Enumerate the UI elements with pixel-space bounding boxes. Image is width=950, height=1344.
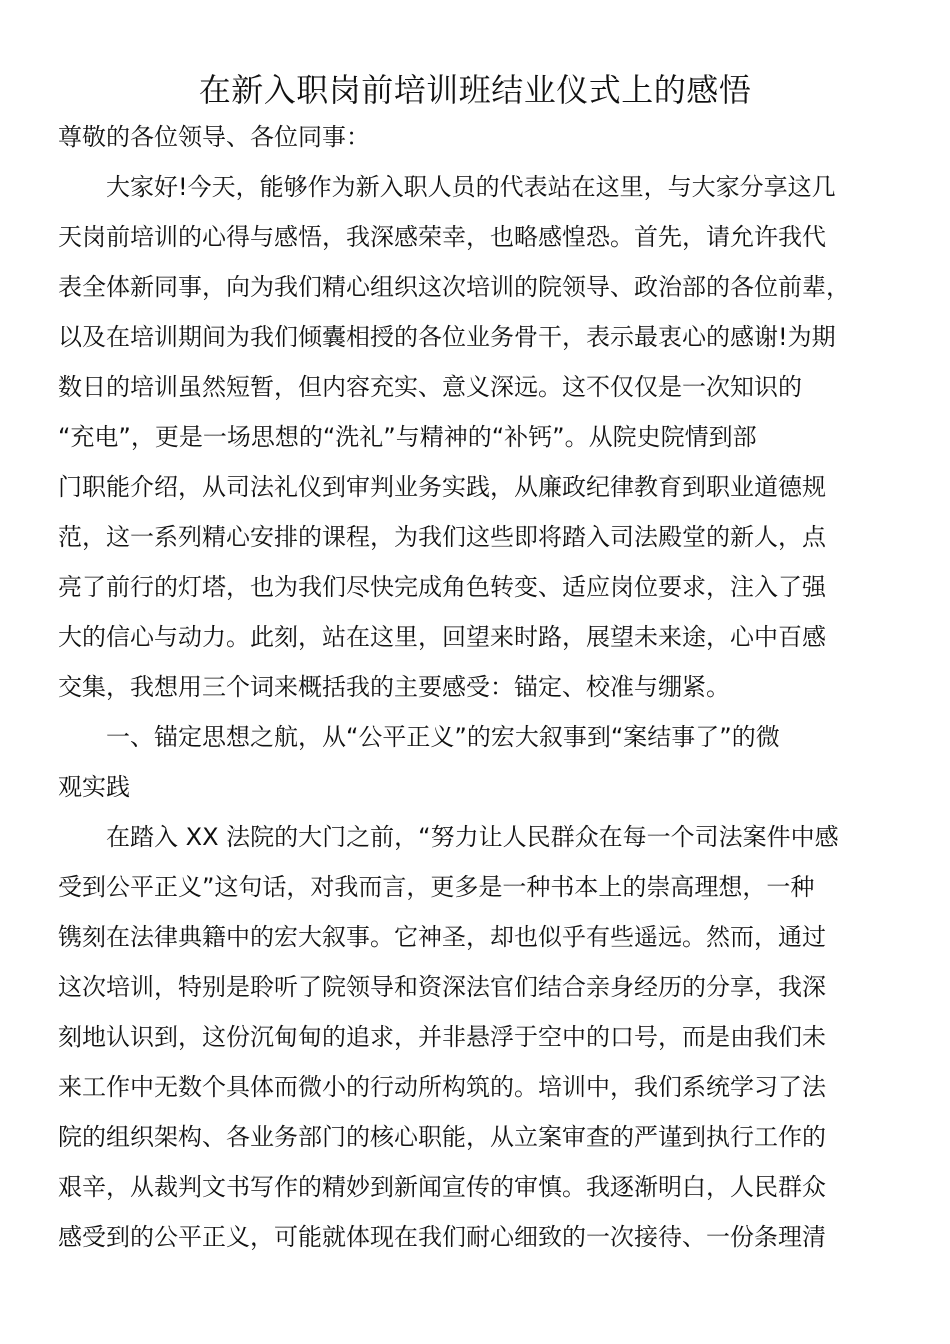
- paragraph-2-line-4: 这次培训，特别是聆听了院领导和资深法官们结合亲身经历的分享，我深: [58, 973, 826, 1001]
- paragraph-1-line-5: 数日的培训虽然短暂，但内容充实、意义深远。这不仅仅是一次知识的: [58, 373, 802, 401]
- paragraph-1-line-3: 表全体新同事，向为我们精心组织这次培训的院领导、政治部的各位前辈，: [58, 273, 850, 301]
- paragraph-2-line-5: 刻地认识到，这份沉甸甸的追求，并非悬浮于空中的口号，而是由我们未: [58, 1023, 826, 1051]
- paragraph-2-line-9: 感受到的公平正义，可能就体现在我们耐心细致的一次接待、一份条理清: [58, 1223, 826, 1251]
- paragraph-1-line-9: 亮了前行的灯塔，也为我们尽快完成角色转变、适应岗位要求，注入了强: [58, 573, 826, 601]
- paragraph-2-line-6: 来工作中无数个具体而微小的行动所构筑的。培训中，我们系统学习了法: [58, 1073, 826, 1101]
- paragraph-2-line-7: 院的组织架构、各业务部门的核心职能，从立案审查的严谨到执行工作的: [58, 1123, 826, 1151]
- section-heading-line-2: 观实践: [58, 773, 130, 801]
- paragraph-1-line-11: 交集，我想用三个词来概括我的主要感受：锚定、校准与绷紧。: [58, 673, 730, 701]
- paragraph-2-line-2: 受到公平正义”这句话，对我而言，更多是一种书本上的崇高理想，一种: [58, 873, 815, 901]
- paragraph-1-line-2: 天岗前培训的心得与感悟，我深感荣幸，也略感惶恐。首先，请允许我代: [58, 223, 826, 251]
- paragraph-1-line-1: 大家好!今天，能够作为新入职人员的代表站在这里，与大家分享这几: [106, 173, 836, 201]
- paragraph-2-line-3: 镌刻在法律典籍中的宏大叙事。它神圣，却也似乎有些遥远。然而，通过: [58, 923, 826, 951]
- paragraph-1-line-6: “充电”，更是一场思想的“洗礼”与精神的“补钙”。从院史院情到部: [58, 423, 757, 451]
- document-title: 在新入职岗前培训班结业仪式上的感悟: [198, 71, 752, 109]
- paragraph-2-line-8: 艰辛，从裁判文书写作的精妙到新闻宣传的审慎。我逐渐明白，人民群众: [58, 1173, 826, 1201]
- paragraph-1-line-10: 大的信心与动力。此刻，站在这里，回望来时路，展望未来途，心中百感: [58, 623, 826, 651]
- section-heading-line-1: 一、锚定思想之航，从“公平正义”的宏大叙事到“案结事了”的微: [106, 723, 780, 751]
- salutation-line: 尊敬的各位领导、各位同事：: [58, 123, 370, 151]
- paragraph-2-line-1: 在踏入 XX 法院的大门之前，“努力让人民群众在每一个司法案件中感: [106, 823, 839, 851]
- paragraph-1-line-4: 以及在培训期间为我们倾囊相授的各位业务骨干，表示最衷心的感谢!为期: [58, 323, 836, 351]
- paragraph-1-line-8: 范，这一系列精心安排的课程，为我们这些即将踏入司法殿堂的新人，点: [58, 523, 826, 551]
- paragraph-1-line-7: 门职能介绍，从司法礼仪到审判业务实践，从廉政纪律教育到职业道德规: [58, 473, 826, 501]
